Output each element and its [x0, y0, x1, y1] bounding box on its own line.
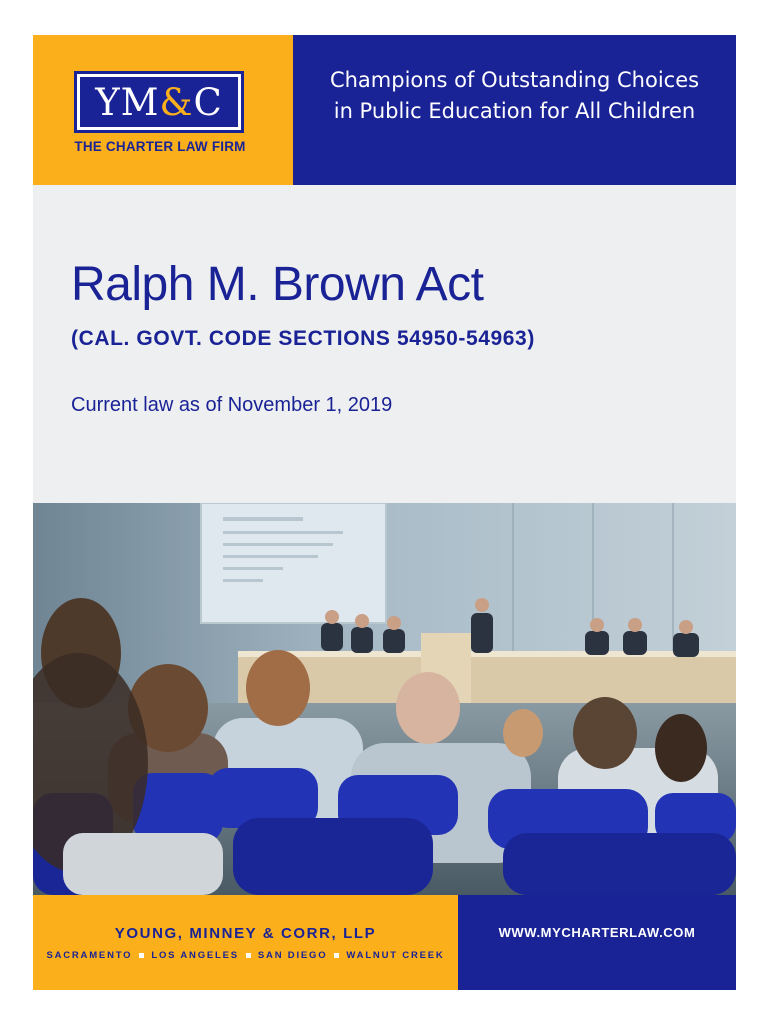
tagline-panel — [293, 35, 736, 185]
conference-audience-illustration — [33, 503, 736, 895]
logo-mark-prefix: YM — [95, 80, 160, 124]
office-sacramento: SACRAMENTO — [46, 950, 133, 961]
document-date: Current law as of November 1, 2019 — [71, 394, 393, 416]
document-subtitle: (CAL. GOVT. CODE SECTIONS 54950-54963) — [71, 327, 535, 350]
footer-firm-panel — [33, 895, 458, 990]
office-los-angeles: LOS ANGELES — [151, 950, 239, 961]
separator-square-icon — [334, 953, 339, 958]
logo-mark-box — [74, 71, 244, 133]
separator-square-icon — [139, 953, 144, 958]
logo-panel — [33, 35, 293, 185]
footer-website-panel — [458, 895, 736, 990]
tagline-line-1: Champions of Outstanding Choices — [329, 68, 700, 92]
logo-mark — [95, 81, 223, 124]
office-san-diego: SAN DIEGO — [257, 950, 328, 961]
conference-photo — [33, 503, 736, 895]
office-walnut-creek: WALNUT CREEK — [346, 950, 445, 961]
firm-name: YOUNG, MINNEY & CORR, LLP — [114, 925, 377, 942]
tagline — [330, 65, 699, 127]
office-list — [33, 950, 458, 961]
tagline-line-2: in Public Education for All Children — [333, 99, 696, 123]
separator-square-icon — [246, 953, 251, 958]
logo-mark-suffix: C — [193, 80, 223, 124]
title-panel — [33, 185, 736, 503]
document-title: Ralph M. Brown Act — [71, 258, 484, 311]
website-link[interactable]: WWW.MYCHARTERLAW.COM — [498, 925, 696, 940]
document-cover — [33, 35, 736, 990]
logo-mark-amp: & — [159, 80, 194, 124]
logo-subtitle: THE CHARTER LAW FIRM — [74, 139, 246, 154]
